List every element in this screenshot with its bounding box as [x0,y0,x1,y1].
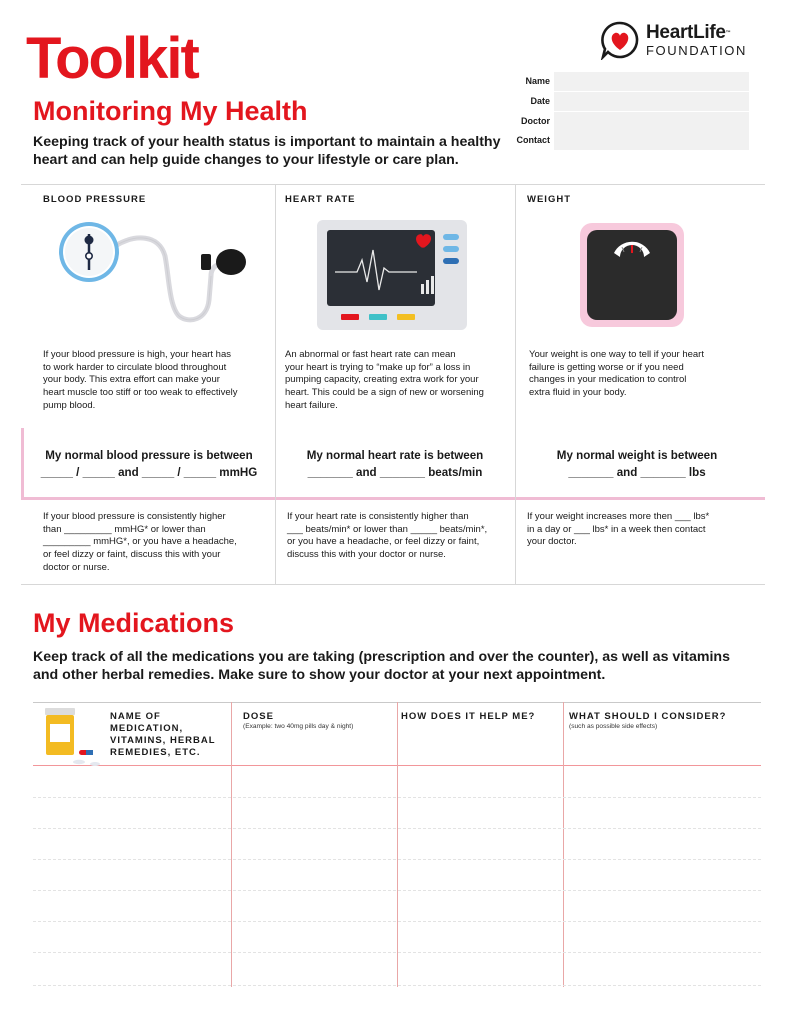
date-field[interactable] [554,92,749,111]
table-row[interactable] [33,797,761,798]
name-row [500,71,749,91]
col-dose-header: DOSE [243,711,274,722]
col-help-header: HOW DOES IT HELP ME? [401,711,536,722]
col-dose-subtitle: (Example: two 40mg pills day & night) [243,723,354,730]
heartlife-logo [600,20,747,60]
col-consider-subtitle: (such as possible side effects) [569,723,658,730]
desc-line: heart failure. [285,399,338,411]
table-row[interactable] [33,952,761,953]
desc-line: extra fluid in your body. [529,387,627,399]
desc-line: your body. This extra effort can make your [43,374,220,386]
desc-line: changes in your medication to control [529,374,687,386]
desc-line: to work harder to circulate blood throughout [43,361,227,373]
warn-line: or you have a headache, or feel dizzy or faint, [287,536,480,548]
medications-title: My Medications [33,608,235,638]
normal-title: My normal heart rate is between [306,449,484,462]
normal-fill-in[interactable]: _____ / _____ and _____ / _____ mmHG [40,466,258,479]
metrics-panel [21,184,765,585]
desc-line: failure is getting worse or if you need [529,361,684,373]
normal-title: My normal blood pressure is between [45,449,253,462]
warn-line: If your heart rate is consistently higher than [287,511,469,522]
header-line: MEDICATION, [110,723,184,734]
warn-line: _________ mmHG*, or you have a headache, [43,536,237,548]
blood-pressure-description [43,349,238,413]
logo-name: HeartLife [646,21,726,43]
desc-line: If your blood pressure is high, your heart has [43,349,231,360]
heart-monitor-icon [317,220,467,330]
medications-table [33,702,761,987]
normal-title: My normal weight is between [556,449,718,462]
table-row[interactable] [33,921,761,922]
meds-intro-line-2: and other herbal remedies. Make sure to show your doctor at your next appointment. [33,667,606,683]
warn-line: than _________ mmHG* or lower than [43,523,206,535]
medications-intro [33,648,730,684]
doctor-field[interactable] [554,112,749,131]
normal-fill-in[interactable]: _______ and _______ lbs [568,466,706,479]
heart-rate-warning [287,511,487,562]
normal-fill-in[interactable]: _______ and _______ beats/min [307,466,483,479]
weight-heading: WEIGHT [527,194,571,205]
date-row [500,91,749,111]
column-divider [397,702,398,987]
desc-line: An abnormal or fast heart rate can mean [285,349,456,360]
intro-line-1: Keeping track of your health status is important to maintain a healthy [33,134,501,150]
name-field[interactable] [554,72,749,91]
warn-line: your doctor. [527,536,577,548]
page-title: Monitoring My Health [33,96,308,126]
blood-pressure-heading: BLOOD PRESSURE [43,194,147,205]
doctor-row [500,111,749,131]
heart-rate-column [275,184,515,585]
blood-pressure-normal [29,447,269,481]
meds-intro-line-1: Keep track of all the medications you are taking (prescription and over the counter), as well as vitamins [33,649,730,665]
contact-row [500,130,749,150]
heart-rate-heading: HEART RATE [285,194,356,205]
weight-description [529,349,704,400]
weight-warning [527,511,709,549]
desc-line: pump blood. [43,399,96,411]
warn-line: If your weight increases more then ___ lbs* [527,511,710,522]
intro-line-2: heart and can help guide changes to your lifestyle or care plan. [33,152,459,168]
table-row[interactable] [33,859,761,860]
warn-line: discuss this with your doctor or nurse. [287,549,446,561]
table-row[interactable] [33,985,761,986]
warn-line: If your blood pressure is consistently higher [43,511,226,522]
contact-label: Contact [516,135,550,145]
desc-line: pumping capacity, creating extra work for your [285,374,479,386]
toolkit-title: Toolkit [26,26,198,91]
name-label: Name [525,76,550,86]
col-medication-header [110,711,216,759]
table-row[interactable] [33,828,761,829]
desc-line: heart. This could be a sign of new or worsening [285,387,484,399]
desc-line: heart muscle too stiff or too weak to effectively [43,387,238,399]
header-line: NAME OF [110,711,161,722]
weight-normal [517,447,757,481]
doctor-label: Doctor [521,116,550,126]
desc-line: Your weight is one way to tell if your heart [529,349,704,360]
warn-line: in a day or ___ lbs* in a week then contact [527,523,706,535]
desc-line: your heart is trying to “make up for” a loss in [285,361,471,373]
header-line: REMEDIES, ETC. [110,747,201,758]
column-divider [231,702,232,987]
pill-bottle-icon [43,708,105,768]
table-row[interactable] [33,890,761,891]
scale-icon [580,223,684,327]
date-label: Date [530,96,550,106]
blood-pressure-column [21,184,275,585]
warn-line: or feel dizzy or faint, discuss this with your [43,549,221,561]
blood-pressure-warning [43,511,237,575]
heart-rate-normal [275,447,515,481]
blood-pressure-cuff-icon [57,220,251,328]
logo-subtitle: FOUNDATION [646,42,747,58]
warn-line: doctor or nurse. [43,561,110,573]
logo-tm: ™ [725,29,731,36]
warn-line: ___ beats/min* or lower than _____ beats/min*, [287,523,488,535]
contact-field[interactable] [554,131,749,150]
heart-rate-description [285,349,484,413]
intro-text [33,133,500,169]
col-consider-header: WHAT SHOULD I CONSIDER? [569,711,727,722]
weight-column [515,184,765,585]
column-divider [563,702,564,987]
heartlife-logo-icon [600,20,640,60]
header-line: VITAMINS, HERBAL [110,735,216,746]
